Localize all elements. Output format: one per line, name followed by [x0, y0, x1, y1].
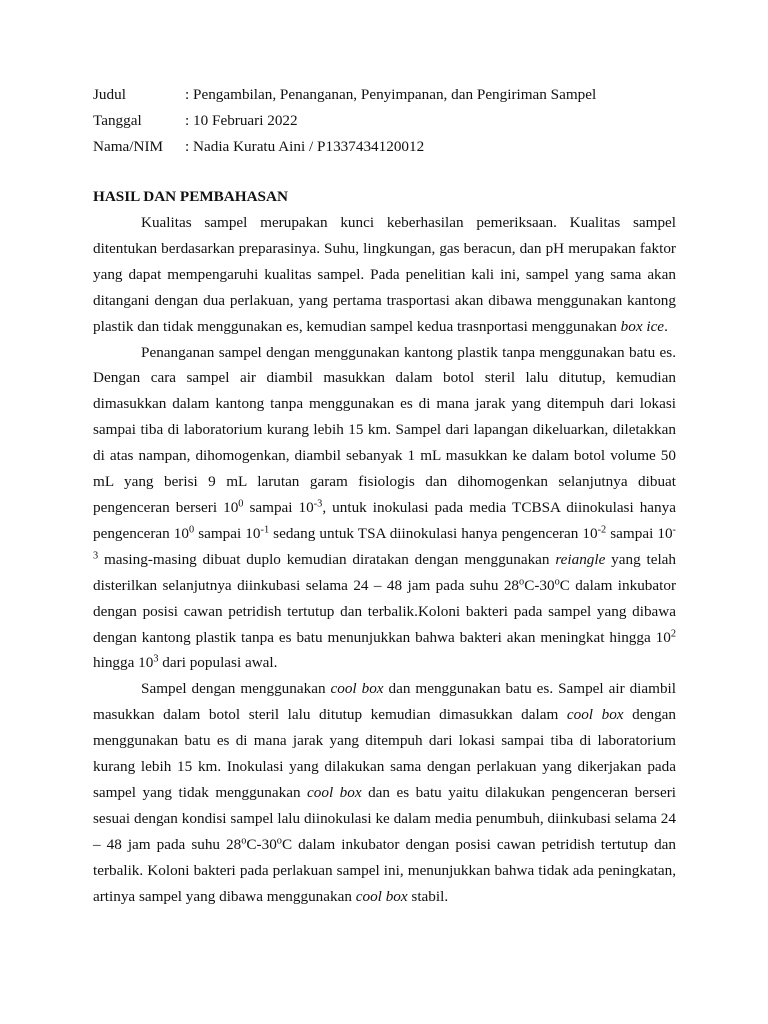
superscript: 0 [188, 524, 195, 536]
date-row [93, 112, 596, 138]
text-run: sampai 10 [606, 524, 673, 542]
superscript: o [519, 576, 525, 588]
italic-term: cool box [355, 887, 408, 905]
title-value: : Pengambilan, Penanganan, Penyimpanan, dan Pengiriman Sampel [185, 86, 597, 103]
text-run: Sampel dengan menggunakan [141, 680, 331, 698]
text-run: stabil. [407, 887, 449, 905]
text-run: C-30 [246, 835, 277, 853]
text-run: C dalam inkubator dengan posisi cawan petridish tertutup dan terbalik. Koloni bakteri pada perlakuan sampel ini, menunjukkan bahwa tidak ada peningkatan, artinya sampel yang dibawa menggunakan [93, 835, 676, 905]
superscript: 3 [153, 653, 159, 665]
italic-term: cool box [307, 783, 362, 801]
author-row [93, 138, 596, 164]
text-run: sedang untuk TSA diinokulasi hanya pengenceran 10 [269, 524, 598, 542]
document-header [93, 86, 596, 164]
superscript: 2 [670, 627, 676, 639]
superscript: o [241, 835, 247, 847]
superscript: -2 [597, 524, 607, 536]
paragraph-2 [93, 340, 676, 677]
text-run: hingga 10 [93, 654, 154, 672]
date-label: Tanggal [93, 112, 142, 129]
text-run: dan menggunakan batu es. Sampel air diambil masukkan dalam botol steril lalu ditutup kemudian dimasukkan dalam [93, 680, 676, 724]
text-run: , untuk inokulasi pada media TCBSA diinokulasi hanya pengenceran 10 [93, 498, 676, 542]
text-run: masing-masing dibuat duplo kemudian diratakan dengan menggunakan [98, 550, 556, 568]
superscript: o [276, 835, 282, 847]
italic-term: cool box [330, 680, 384, 698]
title-label: Judul [93, 86, 126, 103]
text-run: Penanganan sampel dengan menggunakan kantong plastik tanpa menggunakan batu es. Dengan cara sampel air diambil masukkan dalam botol steril lalu ditutup, kemudian dimasukkan dalam kantong tanpa menggunakan es di mana jarak yang ditempuh dari lokasi sampai tiba di laboratorium kurang lebih 15 km. Sampel dari lapangan dikeluarkan, diletakkan di atas nampan, dihomogenkan, diambil sebanyak 1 mL masukkan ke dalam botol volume 50 mL yang berisi 9 mL larutan garam fisiologis dan dihomogenkan selanjutnya dibuat pengenceran berseri 10 [93, 343, 676, 516]
paragraph-1 [93, 210, 676, 340]
document-body [93, 210, 676, 909]
text-run: C dalam inkubator dengan posisi cawan petridish tertutup dan terbalik.Koloni bakteri pada sampel yang dibawa dengan kantong plastik tanpa es batu menunjukkan bahwa bakteri akan meningkat hingga 10 [93, 576, 676, 646]
text-run: Kualitas sampel merupakan kunci keberhasilan pemeriksaan. Kualitas sampel ditentukan berdasarkan preparasinya. Suhu, lingkungan, gas beracun, dan pH merupakan faktor yang dapat mempengaruhi kualitas sampel. Pada penelitian kali ini, sampel yang sama akan ditangani dengan dua perlakuan, yang pertama trasportasi akan dibawa menggunakan kantong plastik dan tidak menggunakan es, kemudian sampel kedua trasnportasi menggunakan [93, 214, 676, 335]
section-heading: HASIL DAN PEMBAHASAN [93, 188, 288, 205]
paragraph-3 [93, 676, 676, 909]
text-run: sampai 10 [194, 524, 261, 542]
text-run: yang telah disterilkan selanjutnya diinkubasi selama 24 – 48 jam pada suhu 28 [93, 550, 676, 594]
superscript: 0 [238, 498, 244, 510]
text-run: dengan menggunakan batu es di mana jarak yang ditempuh dari lokasi sampai tiba di laboratorium kurang lebih 15 km. Inokulasi yang dilakukan sama dengan perlakuan yang dikerjakan pada sampel yang tidak menggunakan [93, 706, 677, 801]
text-run: dan es batu yaitu dilakukan pengenceran berseri sesuai dengan kondisi sampel lalu diinokulasi ke dalam media penumbuh, diinkubasi selama 24 – 48 jam pada suhu 28 [93, 783, 676, 853]
date-value: : 10 Februari 2022 [185, 112, 298, 129]
superscript: o [554, 576, 560, 588]
text-run: sampai 10 [243, 498, 314, 516]
author-value: : Nadia Kuratu Aini / P1337434120012 [185, 138, 425, 155]
text-run: C-30 [524, 576, 555, 594]
text-run: . [664, 317, 668, 335]
text-run: dari populasi awal. [158, 654, 278, 672]
italic-term: box ice [620, 317, 665, 335]
superscript: -3 [93, 524, 676, 562]
italic-term: cool box [566, 706, 624, 724]
superscript: -3 [313, 498, 323, 510]
superscript: -1 [260, 524, 270, 536]
title-row [93, 86, 596, 112]
author-label: Nama/NIM [93, 138, 164, 155]
italic-term: reiangle [555, 550, 606, 568]
